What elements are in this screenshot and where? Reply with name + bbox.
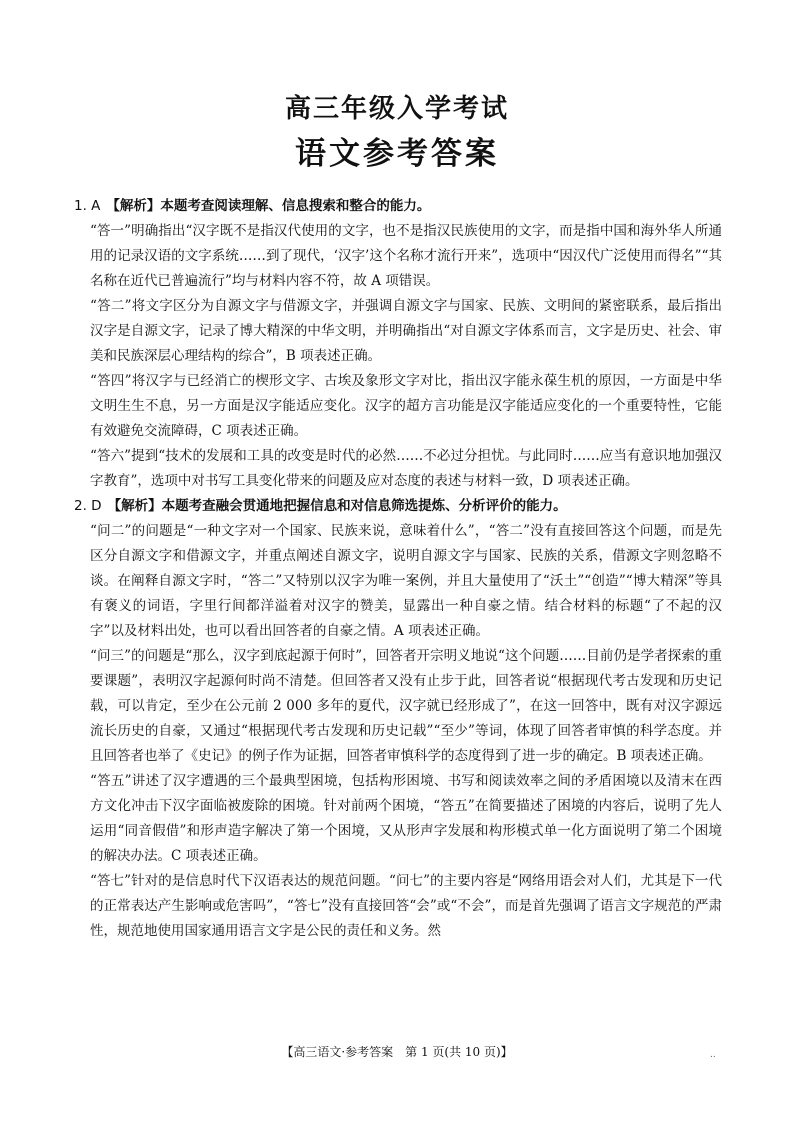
question-2-para-4: “答七”针对的是信息时代下汉语表达的规范问题。“问七”的主要内容是“网络用语会对人们，尤其是下一代的正常表达产生影响或危害吗”，“答七”没有直接回答“会”或“不会”，而是首先强调了语言文字规范的严肃性，规范地使用国家通用语言文字是公民的责任和义务。然 (90, 873, 722, 939)
question-2-tag: 【解析】 (107, 498, 162, 514)
question-2 (74, 494, 722, 944)
question-2-para-2: “问三”的问题是“那么，汉字到底起源于何时”，回答者开宗明义地说“这个问题……目前仍是学者探索的重要课题”，表明汉字起源何时尚不清楚。但回答者又没有止步于此，回答者说“根据现代考古发现和历史记载，可以肯定，至少在公元前 2 000 多年的夏代，汉字就已经形成了”，在这一回答中，既有对汉字源远流长历史的自豪，又通过“根据现代考古发现和历史记载”“至少”等词，体现了回答者审慎的科学态度。并且回答者也举了《史记》的例子作为证据，回答者审慎科学的态度得到了进一步的确定。B 项表述正确。 (90, 648, 722, 764)
corner-mark: .. (710, 1050, 716, 1060)
question-1-header (74, 194, 722, 219)
question-2-para-1: “问二”的问题是“一种文字对一个国家、民族来说，意味着什么”，“答二”没有直接回答这个问题，而是先区分自源文字和借源文字，并重点阐述自源文字，说明自源文字与国家、民族的关系，借源文字则忽略不谈。在阐释自源文字时，“答二”又特别以汉字为唯一案例，并且大量使用了“沃土”“创造”“博大精深”等具有褒义的词语，字里行间都洋溢着对汉字的赞美，显露出一种自豪之情。结合材料的标题“了不起的汉字”以及材料出处，也可以看出回答者的自豪之情。A 项表述正确。 (90, 523, 722, 639)
page-footer: 【高三语文·参考答案 第 1 页(共 10 页)】 (281, 1045, 513, 1059)
question-1-number: 1. A (74, 198, 101, 214)
question-1-para-3: “答四”将汉字与已经消亡的楔形文字、古埃及象形文字对比，指出汉字能永葆生机的原因，一方面是中华文明生生不息，另一方面是汉字能适应变化。汉字的超方言功能是汉字能适应变化的一个重要特性，它能有效避免交流障碍，C 项表述正确。 (90, 373, 722, 439)
question-2-number: 2. D (74, 498, 102, 514)
question-1 (74, 194, 722, 494)
question-2-para-3: “答五”讲述了汉字遭遇的三个最典型困境，包括构形困境、书写和阅读效率之间的矛盾困境以及清末在西方文化冲击下汉字面临被废除的困境。针对前两个困境，“答五”在简要描述了困境的内容后，说明了先人运用“同音假借”和形声造字解决了第一个困境，又从形声字发展和构形模式单一化方面说明了第二个困境的解决办法。C 项表述正确。 (90, 773, 722, 864)
question-1-para-4: “答六”提到“技术的发展和工具的改变是时代的必然……不必过分担忧。与此同时……应当有意识地加强汉字教育”，选项中对书写工具变化带来的问题及应对态度的表述与材料一致，D 项表述正确。 (90, 448, 722, 489)
page-title-line2: 语文参考答案 (295, 136, 499, 172)
answer-content (74, 194, 722, 944)
question-1-para-2: “答二”将文字区分为自源文字与借源文字，并强调自源文字与国家、民族、文明间的紧密联系，最后指出汉字是自源文字，记录了博大精深的中华文明，并明确指出“对自源文字体系而言，文字是历史、社会、审美和民族深层心理结构的综合”，B 项表述正确。 (90, 298, 722, 364)
question-1-tag: 【解析】 (106, 198, 161, 214)
question-2-desc: 本题考查融会贯通地把握信息和对信息筛选提炼、分析评价的能力。 (161, 498, 567, 514)
question-2-header (74, 494, 722, 519)
question-1-para-1: “答一”明确指出“汉字既不是指汉代使用的文字，也不是指汉民族使用的文字，而是指中国和海外华人所通用的记录汉语的文字系统……到了现代，‘汉字’这个名称才流行开来”，选项中“因汉代广泛使用而得名”“其名称在近代已普遍流行”均与材料内容不符，故 A 项错误。 (90, 223, 722, 289)
question-1-desc: 本题考查阅读理解、信息搜索和整合的能力。 (160, 198, 431, 214)
page-title-line1: 高三年级入学考试 (284, 94, 509, 124)
